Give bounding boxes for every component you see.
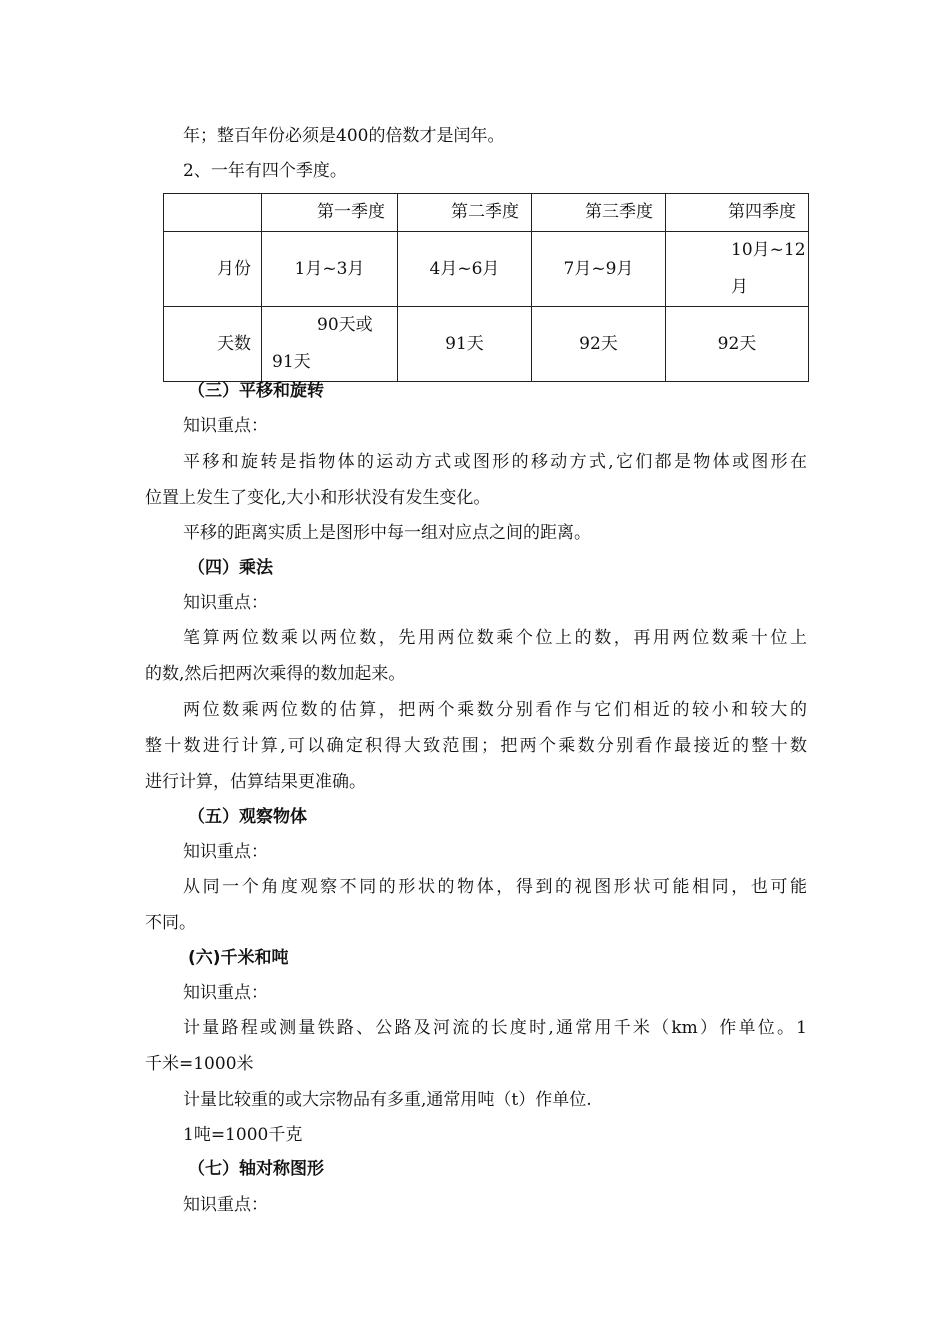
table-corner-cell — [164, 194, 262, 232]
section-3-text-2: 平移的距离实质上是图形中每一组对应点之间的距离。 — [183, 523, 591, 543]
section-4-text-2c: 进行计算，估算结果更准确。 — [145, 772, 366, 792]
months-q1: 1月~3月 — [262, 232, 398, 307]
section-6-text-1a: 计量路程或测量铁路、公路及河流的长度时,通常用千米（km）作单位。1 — [183, 1018, 807, 1038]
section-4-key-label: 知识重点： — [183, 593, 268, 613]
days-q3: 92天 — [532, 307, 666, 382]
table-header-row — [164, 194, 809, 232]
section-6-text-1b: 千米=1000米 — [145, 1054, 254, 1074]
section-4-text-1b: 的数,然后把两次乘得的数加起来。 — [145, 664, 406, 684]
section-5-text-1a: 从同一个角度观察不同的形状的物体，得到的视图形状可能相同，也可能 — [183, 877, 807, 897]
months-q4 — [666, 232, 809, 307]
section-title-km-ton: (六)千米和吨 — [188, 948, 289, 968]
row-label-months: 月份 — [164, 232, 262, 307]
section-4-text-2a: 两位数乘两位数的估算，把两个乘数分别看作与它们相近的较小和较大的 — [183, 700, 807, 720]
months-q4-line1: 10月~12 — [731, 240, 806, 260]
days-q1-line2: 91天 — [272, 352, 311, 372]
section-title-axial-symmetry: （七）轴对称图形 — [188, 1159, 324, 1179]
section-6-text-3: 1吨=1000千克 — [183, 1125, 303, 1145]
section-3-text-1a: 平移和旋转是指物体的运动方式或图形的移动方式,它们都是物体或图形在 — [183, 452, 807, 472]
days-q1 — [262, 307, 398, 382]
row-label-days: 天数 — [164, 307, 262, 382]
section-7-key-label: 知识重点： — [183, 1195, 268, 1215]
section-6-text-2: 计量比较重的或大宗物品有多重,通常用吨（t）作单位. — [183, 1090, 592, 1110]
months-q3: 7月~9月 — [532, 232, 666, 307]
section-title-observing-objects: （五）观察物体 — [188, 807, 307, 827]
months-q2: 4月~6月 — [398, 232, 532, 307]
section-5-text-1b: 不同。 — [145, 913, 196, 933]
header-q1: 第一季度 — [262, 194, 398, 232]
days-q4: 92天 — [666, 307, 809, 382]
section-5-key-label: 知识重点： — [183, 842, 268, 862]
section-6-key-label: 知识重点： — [183, 983, 268, 1003]
header-q2: 第二季度 — [398, 194, 532, 232]
seasons-table — [163, 193, 809, 382]
months-q4-line2: 月 — [731, 277, 748, 297]
days-q1-line1: 90天或 — [317, 315, 373, 335]
days-q2: 91天 — [398, 307, 532, 382]
paragraph-leap-year: 年；整百年份必须是400的倍数才是闰年。 — [183, 126, 505, 146]
header-q4: 第四季度 — [666, 194, 809, 232]
section-3-key-label: 知识重点： — [183, 416, 268, 436]
section-title-multiplication: （四）乘法 — [188, 558, 273, 578]
section-title-translation-rotation: （三）平移和旋转 — [188, 381, 324, 401]
table-row-days — [164, 307, 809, 382]
header-q3: 第三季度 — [532, 194, 666, 232]
section-4-text-1a: 笔算两位数乘以两位数，先用两位数乘个位上的数，再用两位数乘十位上 — [183, 628, 807, 648]
table-row-months — [164, 232, 809, 307]
section-4-text-2b: 整十数进行计算,可以确定积得大致范围；把两个乘数分别看作最接近的整十数 — [145, 736, 807, 756]
section-3-text-1b: 位置上发生了变化,大小和形状没有发生变化。 — [145, 488, 491, 508]
paragraph-seasons-intro: 2、一年有四个季度。 — [183, 161, 347, 181]
